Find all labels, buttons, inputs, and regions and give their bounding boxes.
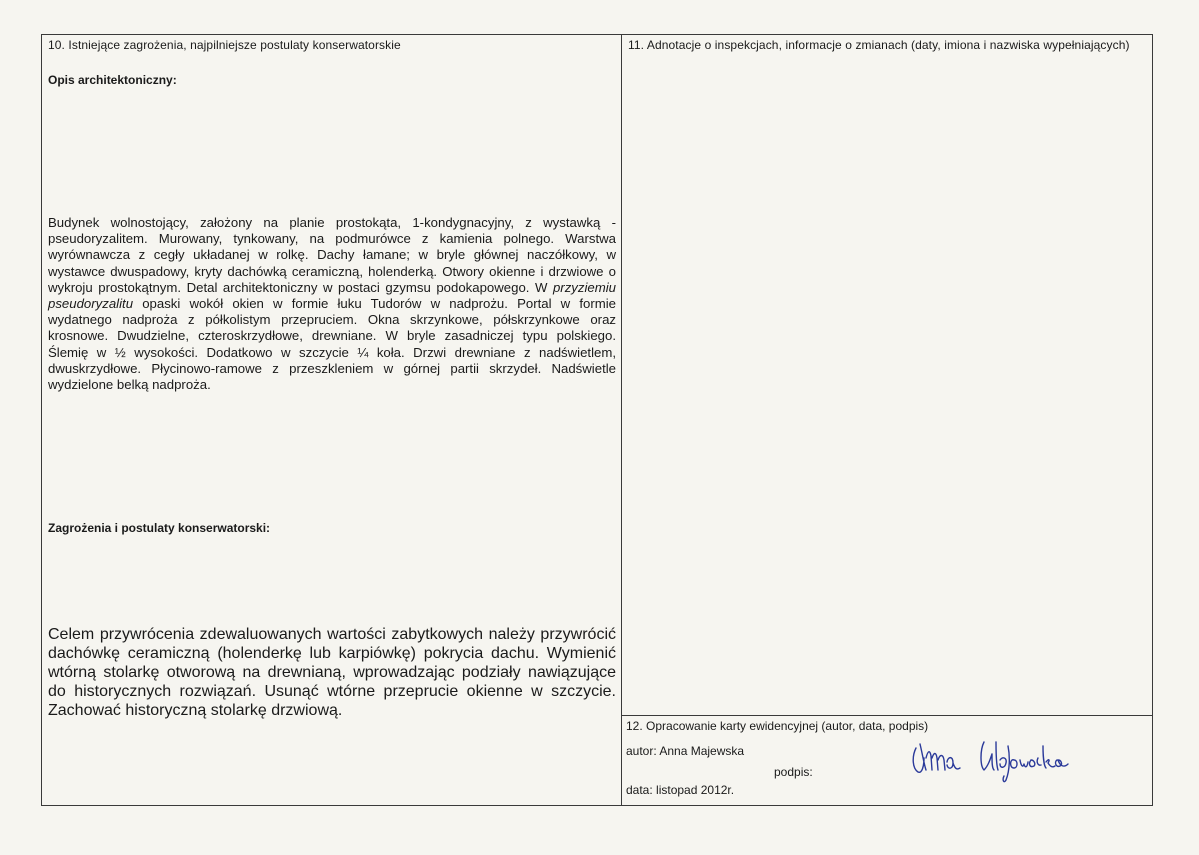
section-10 <box>42 35 622 805</box>
arch-description-text: Budynek wolnostojący, założony na planie prostokąta, 1-kondygnacyjny, z wystawką - pseudoryzalitem. Murowany, tynkowany, na podmurówce z kamienia polnego. Warstwa wyrównawcza z cegły układanej w rolkę. Dachy łamane; w bryle głównej naczółkowy, w wystawce dwuspadowy, kryty dachówką ceramiczną, holenderką. Otwory okienne i drzwiowe o wykroju prostokątnym. Detal architektoniczny w postaci gzymsu podokapowego. W przyziemiu pseudoryzalitu opaski wokół okien w formie łuku Tudorów w nadprożu. Portal w formie wydatnego nadproża z półkolistym przepruciem. Okna skrzynkowe, półskrzynkowe oraz krosnowe. Dwudzielne, czteroskrzydłowe, drewniane. W bryle zasadniczej typu polskiego. Ślemię w ½ wysokości. Dodatkowo w szczycie ¼ koła. Drzwi drewniane z nadświetlem, dwuskrzydłowe. Płycinowo-ramowe z przeszkleniem w górnej partii skrzydeł. Nadświetle wydzielone belką nadproża. <box>48 215 616 393</box>
threats-text: Celem przywrócenia zdewaluowanych wartości zabytkowych należy przywrócić dachówkę ceramiczną (holenderkę lub karpiówkę) pokrycia dachu. Wymienić wtórną stolarkę otworową na drewnianą, wprowadzając podziały nawiązujące do historycznych rozwiązań. Usunąć wtórne przeprucie okienne w szczycie. Zachować historyczną stolarkę drzwiową. <box>48 626 616 719</box>
section-12 <box>622 715 1152 805</box>
section-12-header: 12. Opracowanie karty ewidencyjnej (autor, data, podpis) <box>626 719 929 733</box>
author-line: autor: Anna Majewska <box>626 744 745 758</box>
section-10-header: 10. Istniejące zagrożenia, najpilniejsze postulaty konserwatorskie <box>48 38 401 52</box>
handwritten-signature <box>910 736 1090 786</box>
section-11 <box>622 35 1152 805</box>
inventory-card-sheet <box>41 34 1153 806</box>
section-11-header: 11. Adnotacje o inspekcjach, informacje o zmianach (daty, imiona i nazwiska wypełniających) <box>628 38 1130 52</box>
arch-description-title: Opis architektoniczny: <box>48 73 177 87</box>
threats-title: Zagrożenia i postulaty konserwatorski: <box>48 521 271 535</box>
date-line: data: listopad 2012r. <box>626 783 735 797</box>
signature-label: podpis: <box>774 765 813 779</box>
